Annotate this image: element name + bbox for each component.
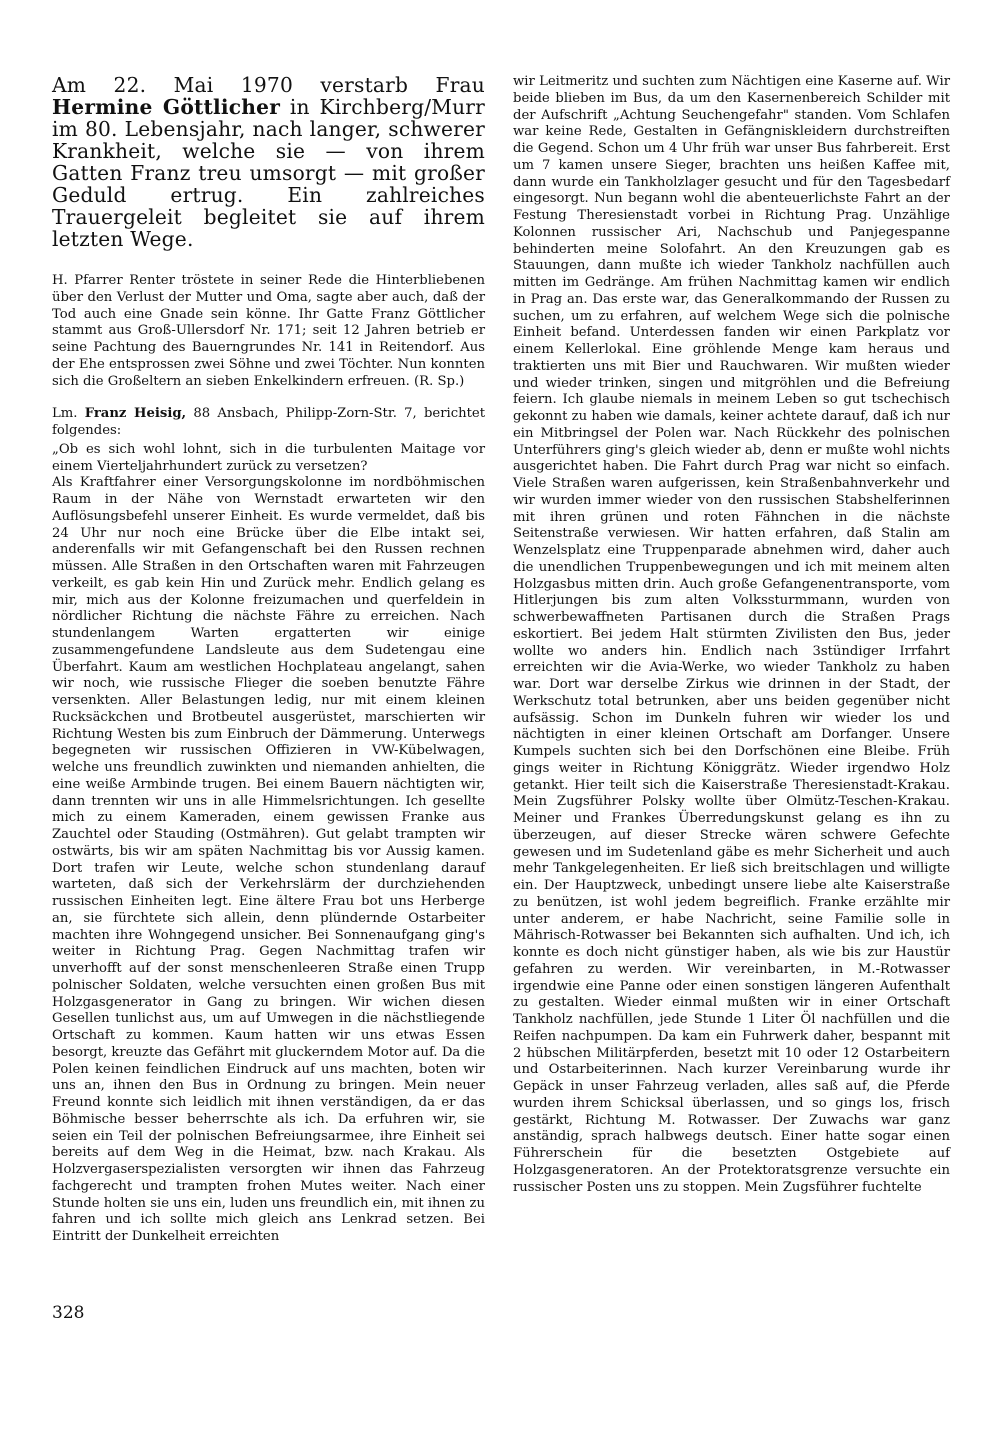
report-quote-paragraph: „Ob es sich wohl lohnt, sich in die turbulenten Maitage vor einem Vierteljahrhundert zurück zu versetzen? bbox=[52, 441, 485, 474]
report-body-right: wir Leitmeritz und suchten zum Nächtigen eine Kaserne auf. Wir beide blieben im Bus, da um den Kasernenbereich Schilder mit der Aufschrift „Achtung Seuchengefahr" standen. Vom Schlafen war keine Rede, Gestalten in Gefängniskleidern durchstreiften die Gegend. Schon um 4 Uhr früh war unser Bus fahrbereit. Erst um 7 kamen unsere Sieger, brachten uns heißen Kaffee mit, dann wurde ein Tankholzlager gesucht und für den Tagesbedarf eingesorgt. Nun begann wohl die abenteuerlichste Fahrt an der Festung Theresienstadt vorbei in Richtung Prag. Unzählige Kolonnen russischer Ari, Nachschub und Panjegespanne behinderten meine Solofahrt. An den Kreuzungen gab es Stauungen, dann mußte ich wieder Tankholz nachfüllen auch mitten im Gedränge. Am frühen Nachmittag kamen wir endlich in Prag an. Das erste war, das Generalkommando der Russen zu suchen, um zu erfahren, auf welchem Wege sich die polnische Einheit befand. Unterdessen fanden wir einen Parkplatz vor einem Kellerlokal. Eine gröhlende Menge kam heraus und traktierten uns mit Bier und Rauchwaren. Wir mußten wieder und wieder trinken, singen und mitgröhlen und die Befreiung feiern. Ich glaube niemals in meinem Leben so gut tschechisch gekonnt zu haben wie damals, keiner achtete darauf, daß ich nur ein Mitbringsel der Polen war. Nach Rückkehr des polnischen Unterführers ging's gleich wieder ab, denn er mußte wohl nichts ausgerichtet haben. Die Fahrt durch Prag war nicht so einfach. Viele Straßen waren aufgerissen, kein Straßenbahnverkehr und wir wurden immer wieder von den russischen Stabshelferinnen mit ihren grünen und roten Fähnchen in die nächste Seitenstraße verwiesen. Wir hatten erfahren, daß Stalin am Wenzelsplatz eine Truppenparade abnehmen wird, daher auch die unendlichen Truppenbewegungen und ich mit meinem alten Holzgasbus mitten drin. Auch große Gefangenentransporte, vom Hitlerjungen bis zum alten Volkssturmmann, wurden von schwerbewaffneten Partisanen durch die Straßen Prags eskortiert. Bei jedem Halt stürmten Zivilisten den Bus, jeder wollte wo anders hin. Endlich nach 3stündiger Irrfahrt erreichten wir die Avia-Werke, wo wieder Tankholz zu haben war. Dort war derselbe Zirkus wie drinnen in der Stadt, der Werkschutz total betrunken, aber uns beiden gegenüber nicht aufsässig. Schon im Dunkeln fuhren wir wieder los und nächtigten in einer kleinen Ortschaft am Dorfanger. Unsere Kumpels suchten sich bei den Dorfschönen eine Bleibe. Früh gings weiter in Richtung Königgrätz. Wieder irgendwo Holz getankt. Hier teilt sich die Kaiserstraße Theresienstadt-Krakau. Mein Zugsführer Polsky wollte über Olmütz-Teschen-Krakau. Meiner und Frankes Überredungskunst gelang es ihn zu überzeugen, auf dieser Strecke wären schwere Gefechte gewesen und im Sudetenland gäbe es mehr Sicherheit und auch mehr Tankgelegenheiten. Er ließ sich breitschlagen und willigte ein. Der Hauptzweck, unbedingt unsere liebe alte Kaiserstraße zu benützen, ist wohl jedem begreiflich. Franke erzählte mir unter anderem, er habe Nachricht, seine Familie solle in Mährisch-Rotwasser bei Bekannten sich aufhalten. Und ich, ich konnte es doch nicht günstiger haben, als wie bis zur Haustür gefahren zu werden. Wir vereinbarten, in M.-Rotwasser irgendwie eine Panne oder einen sonstigen längeren Aufenthalt zu gestalten. Wieder einmal mußten wir in einer Ortschaft Tankholz nachfüllen, jede Stunde 1 Liter Öl nachfüllen und die Reifen nachpumpen. Da kam ein Fuhrwerk daher, bespannt mit 2 hübschen Militärpferden, besetzt mit 10 oder 12 Ostarbeitern und Ostarbeiterinnen. Nach kurzer Vereinbarung wurde ihr Gepäck in unser Fahrzeug verladen, alles saß auf, die Pferde wurden ihrem Schicksal überlassen, und so gings los, frisch gestärkt, Richtung M. Rotwasser. Der Zuwachs war ganz anständig, sprach halbwegs deutsch. Einer hatte sogar einen Führerschein für die besetzten Ostgebiete auf Holzgasgeneratoren. An der Protektoratsgrenze versuchte ein russischer Posten uns zu stoppen. Mein Zugsführer fuchtelte bbox=[513, 74, 950, 1195]
obituary-paragraph bbox=[52, 74, 485, 250]
right-column bbox=[513, 74, 950, 1196]
left-column bbox=[52, 74, 485, 1246]
obituary-name: Hermine Göttlicher bbox=[52, 95, 281, 119]
obituary-text-start: Am 22. Mai 1970 verstarb Frau bbox=[52, 73, 485, 97]
obituary-detail-paragraph: H. Pfarrer Renter tröstete in seiner Rede die Hinterbliebenen über den Verlust der Mutter und Oma, sagte aber auch, daß der Tod auch eine Gnade sein könne. Ihr Gatte Franz Göttlicher stammt aus Groß-Ullersdorf Nr. 171; seit 12 Jahren betrieb er seine Pachtung des Bauerngrundes Nr. 141 in Reitendorf. Aus der Ehe entsprossen zwei Söhne und zwei Töchter. Nun konnten sich die Großeltern an sieben Enkelkindern erfreuen. (R. Sp.) bbox=[52, 273, 485, 389]
report-intro-text: 88 Ansbach, Philipp-Zorn-Str. 7, berichtet folgendes: bbox=[52, 406, 485, 438]
report-author-name: Franz Heisig, bbox=[84, 406, 187, 422]
report-body-left: Als Kraftfahrer einer Versorgungskolonne im nordböhmischen Raum in der Nähe von Wernstadt erwarteten wir den Auflösungsbefehl unserer Einheit. Es wurde vermeldet, daß bis 24 Uhr nur noch eine Brücke über die Elbe intakt sei, anderenfalls wir mit Gefangenschaft bei den Russen rechnen müssen. Alle Straßen in den Ortschaften waren mit Fahrzeugen verkeilt, es gab kein Hin und Zurück mehr. Endlich gelang es mir, mich aus der Kolonne freizumachen und querfeldein in nördlicher Richtung die nächste Fähre zu erreichen. Nach stundenlangem Warten ergatterten wir einige zusammengefundene Landsleute aus dem Sudetengau eine Überfahrt. Kaum am westlichen Hochplateau angelangt, sahen wir noch, wie russische Flieger die soeben benutzte Fähre versenkten. Aller Belastungen ledig, nur mit einem kleinen Rucksäckchen und Brotbeutel ausgerüstet, marschierten wir Richtung Westen bis zum Einbruch der Dämmerung. Unterwegs begegneten wir russischen Offizieren in VW-Kübelwagen, welche uns freundlich zuwinkten und niemanden anhielten, die eine weiße Armbinde trugen. Bei einem Bauern nächtigten wir, dann trennten wir uns in alle Himmelsrichtungen. Ich gesellte mich zu einem Kameraden, einem gewissen Franke aus Zauchtel oder Stauding (Ostmähren). Gut gelabt trampten wir ostwärts, bis wir am späten Nachmittag bis vor Aussig kamen. Dort trafen wir Leute, welche schon stundenlang darauf warteten, daß sich der Verkehrslärm der durchziehenden russischen Einheiten legt. Eine ältere Frau bot uns Herberge an, sie fürchtete sich allein, denn plündernde Ostarbeiter machten ihre Wohngegend unsicher. Bei Sonnenaufgang ging's weiter in Richtung Prag. Gegen Nachmittag trafen wir unverhofft auf der sonst menschenleeren Straße einen Trupp polnischer Soldaten, welche versuchten einen großen Bus mit Holzgasgenerator in Gang zu bringen. Wir wichen diesen Gesellen tunlichst aus, um auf Umwegen in die nächstliegende Ortschaft zu kommen. Kaum hatten wir uns etwas Essen besorgt, kreuzte das Gefährt mit gluckerndem Motor auf. Da die Polen keinen feindlichen Eindruck auf uns machten, boten wir uns an, ihnen den Bus in Ordnung zu bringen. Mein neuer Freund konnte sich leidlich mit ihnen verständigen, da er das Böhmische besser beherrschte als ich. Da erfuhren wir, sie seien ein Teil der polnischen Befreiungsarmee, ihre Einheit sei bereits auf dem Weg in die Heimat, bzw. nach Krakau. Als Holzvergaserspezialisten versorgten wir ihnen das Fahrzeug fachgerecht und trampten frohen Mutes weiter. Nach einer Stunde holten sie uns ein, luden uns freundlich ein, mit ihnen zu fahren und ich sollte mich gleich ans Lenkrad setzen. Bei Eintritt der Dunkelheit erreichten bbox=[52, 475, 485, 1244]
page-number: 328 bbox=[52, 1303, 85, 1323]
report-intro-paragraph bbox=[52, 406, 485, 440]
obituary-text-end: in Kirchberg/Murr im 80. Lebensjahr, nach langer, schwerer Krankheit, welche sie — von ihrem Gatten Franz treu umsorgt — mit großer Geduld ertrug. Ein zahlreiches Trauergeleit begleitet sie auf ihrem letzten Wege. bbox=[52, 95, 485, 251]
report-intro-prefix: Lm. bbox=[52, 406, 85, 422]
